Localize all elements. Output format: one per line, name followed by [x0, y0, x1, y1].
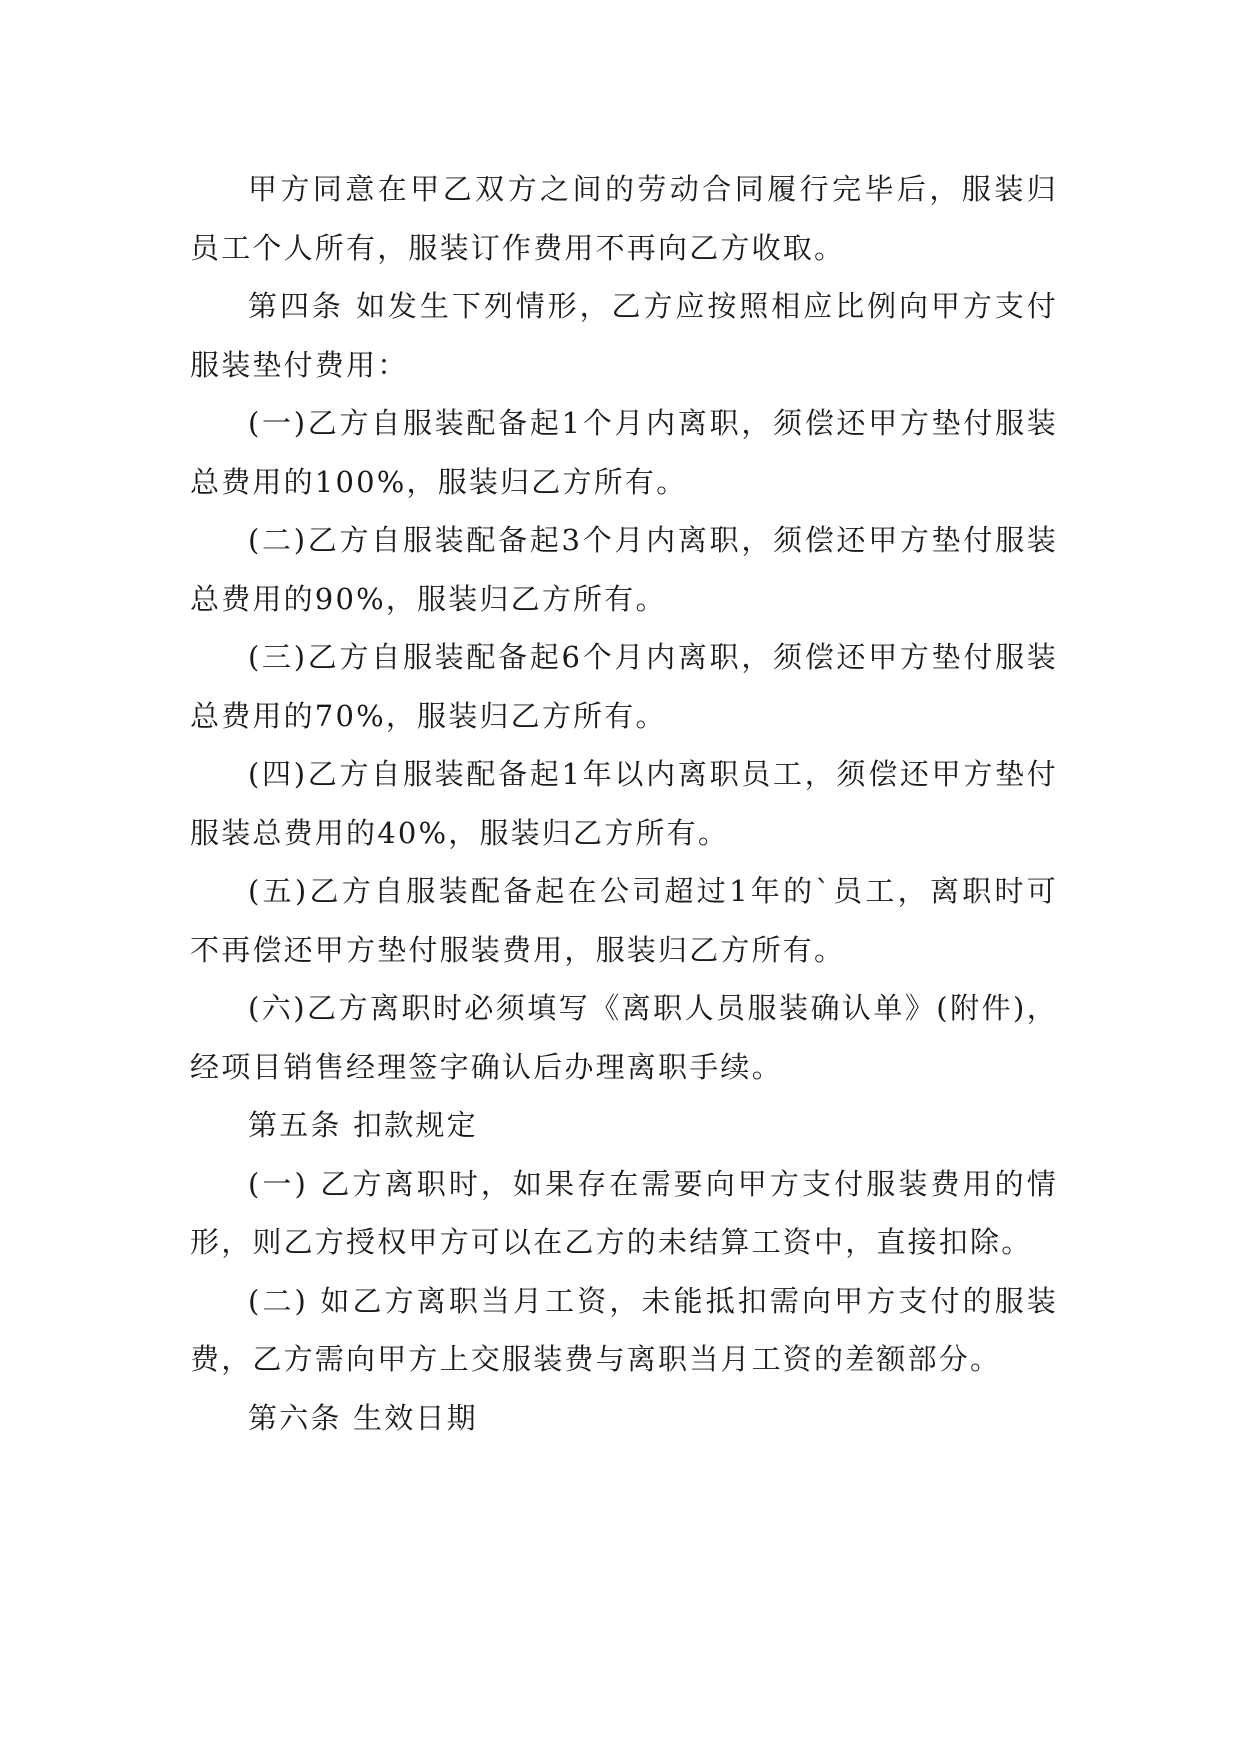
document-body [190, 160, 1058, 1447]
paragraph-article-4-item-5: (五)乙方自服装配备起在公司超过1年的`员工，离职时可不再偿还甲方垫付服装费用，服装归乙方所有。 [190, 874, 1058, 967]
paragraph-article-4-item-4: (四)乙方自服装配备起1年以内离职员工，须偿还甲方垫付服装总费用的40%，服装归乙方所有。 [190, 757, 1058, 850]
paragraph-article-4-heading: 第四条 如发生下列情形，乙方应按照相应比例向甲方支付服装垫付费用： [190, 289, 1058, 382]
paragraph-article-5-heading: 第五条 扣款规定 [248, 1108, 478, 1142]
paragraph-uniform-ownership: 甲方同意在甲乙双方之间的劳动合同履行完毕后，服装归员工个人所有，服装订作费用不再向乙方收取。 [190, 172, 1058, 265]
paragraph-article-5-item-2: (二) 如乙方离职当月工资，未能抵扣需向甲方支付的服装费，乙方需向甲方上交服装费与离职当月工资的差额部分。 [190, 1283, 1058, 1376]
paragraph-article-4-item-2: (二)乙方自服装配备起3个月内离职，须偿还甲方垫付服装总费用的90%，服装归乙方所有。 [190, 523, 1058, 616]
paragraph-article-4-item-6: (六)乙方离职时必须填写《离职人员服装确认单》(附件)，经项目销售经理签字确认后办理离职手续。 [190, 991, 1058, 1084]
paragraph-article-6-heading: 第六条 生效日期 [248, 1400, 478, 1435]
paragraph-article-4-item-3: (三)乙方自服装配备起6个月内离职，须偿还甲方垫付服装总费用的70%，服装归乙方所有。 [190, 640, 1058, 733]
paragraph-article-5-item-1: (一) 乙方离职时，如果存在需要向甲方支付服装费用的情形，则乙方授权甲方可以在乙方的未结算工资中，直接扣除。 [190, 1166, 1058, 1259]
paragraph-article-4-item-1: (一)乙方自服装配备起1个月内离职，须偿还甲方垫付服装总费用的100%，服装归乙方所有。 [190, 406, 1058, 499]
